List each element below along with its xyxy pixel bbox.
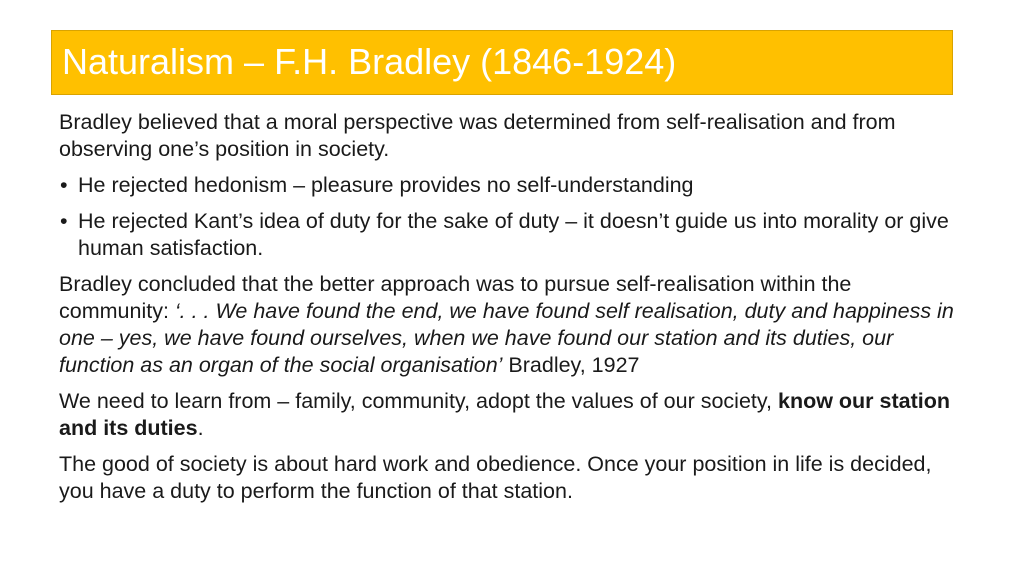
bullet-dot-icon: • — [60, 209, 68, 233]
bullet-kant — [59, 208, 959, 262]
bullet-text: He rejected hedonism – pleasure provides no self-understanding — [78, 173, 694, 197]
learning-text: We need to learn from – family, community, adopt the values of our society, — [59, 389, 778, 413]
quote-citation: Bradley, 1927 — [502, 353, 640, 377]
station-emphasis: know our station and its duties — [59, 389, 950, 440]
conclusion-paragraph — [59, 271, 959, 379]
bullet-hedonism — [59, 172, 959, 199]
conclusion-intro: Bradley concluded that the better approach was to pursue self-realisation within the community: — [59, 272, 852, 323]
slide-title-bar — [51, 30, 953, 95]
learning-paragraph — [59, 388, 959, 442]
bradley-quote: ‘. . . We have found the end, we have found self realisation, duty and happiness in one – yes, we have found ourselves, when we have found our station and its duties, our function as an organ of the social organisation’ — [59, 299, 954, 377]
bullet-text: He rejected Kant’s idea of duty for the sake of duty – it doesn’t guide us into morality or give human satisfaction. — [78, 209, 949, 260]
intro-paragraph: Bradley believed that a moral perspective was determined from self-realisation and from observing one’s position in society. — [59, 110, 896, 161]
bullet-dot-icon: • — [60, 173, 68, 197]
slide-title: Naturalism – F.H. Bradley (1846-1924) — [62, 41, 677, 82]
learning-end: . — [197, 416, 204, 440]
slide-body — [59, 109, 959, 514]
society-paragraph: The good of society is about hard work and obedience. Once your position in life is decided, you have a duty to perform the function of that station. — [59, 452, 932, 503]
